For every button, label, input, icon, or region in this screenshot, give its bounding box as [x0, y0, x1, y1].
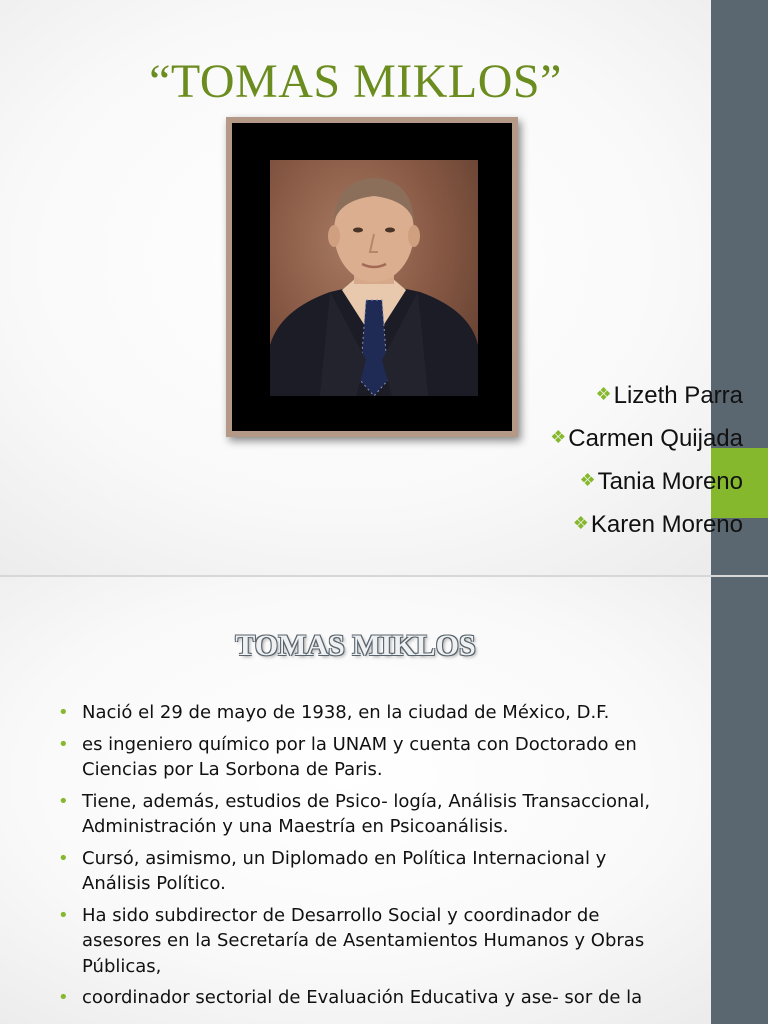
- bullet-dot-icon: •: [58, 702, 69, 723]
- bullet-dot-icon: •: [58, 904, 69, 926]
- slide-heading: TOMAS MIKLOS: [235, 629, 476, 662]
- author-item: [380, 417, 743, 460]
- list-item: [56, 985, 676, 1011]
- bullet-dot-icon: •: [58, 790, 69, 812]
- list-item: [56, 903, 676, 980]
- bio-bullet-list: [56, 700, 676, 1017]
- list-item: [56, 700, 676, 726]
- author-item: [380, 374, 743, 417]
- author-name: Tania Moreno: [597, 468, 743, 495]
- list-item-text: es ingeniero químico por la UNAM y cuenta con Doctorado en Ciencias por La Sorbona de Paris.: [82, 733, 637, 780]
- list-item-text: Nació el 29 de mayo de 1938, en la ciudad de México, D.F.: [82, 702, 610, 723]
- list-item: [56, 732, 676, 783]
- list-item-text: coordinador sectorial de Evaluación Educativa y ase- sor de la: [82, 987, 643, 1008]
- author-item: [380, 460, 743, 503]
- list-item: [56, 846, 676, 897]
- list-item-text: Tiene, además, estudios de Psico- logía, Análisis Transaccional, Administración y una Maestría en Psicoanálisis.: [82, 790, 651, 837]
- list-item-text: Ha sido subdirector de Desarrollo Social y coordinador de asesores en la Secretaría de Asentamientos Humanos y Obras Públicas,: [82, 904, 645, 977]
- diamond-bullet-icon: ❖: [579, 470, 596, 490]
- diamond-bullet-icon: ❖: [595, 384, 612, 404]
- diamond-bullet-icon: ❖: [550, 427, 567, 447]
- author-name: Lizeth Parra: [613, 382, 743, 409]
- portrait-photo: [270, 160, 478, 396]
- bullet-dot-icon: •: [58, 987, 69, 1008]
- slide-title-heading: “TOMAS MIKLOS”: [149, 55, 562, 108]
- slide-biography: [0, 577, 768, 1024]
- author-name: Carmen Quijada: [568, 425, 743, 452]
- author-name: Karen Moreno: [590, 511, 743, 538]
- person-portrait-icon: [270, 160, 478, 396]
- side-bar: [711, 577, 768, 1024]
- bullet-dot-icon: •: [58, 847, 69, 869]
- list-item: [56, 789, 676, 840]
- author-list: [380, 374, 743, 546]
- author-item: [380, 503, 743, 546]
- list-item-text: Cursó, asimismo, un Diplomado en Política Internacional y Análisis Político.: [82, 847, 607, 894]
- diamond-bullet-icon: ❖: [572, 513, 589, 533]
- bullet-dot-icon: •: [58, 733, 69, 755]
